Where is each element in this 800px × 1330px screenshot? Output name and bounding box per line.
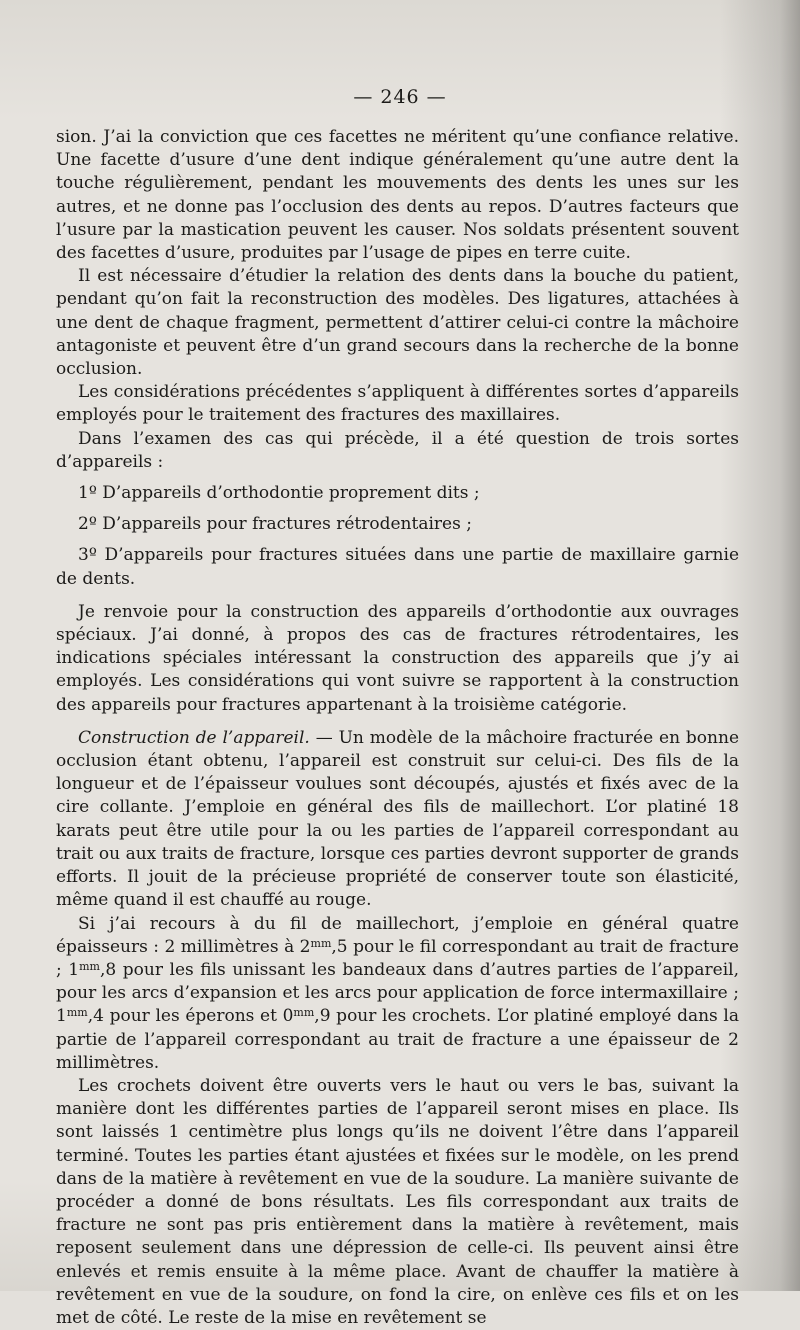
section-heading-text: — Un modèle de la mâchoire fracturée en bonne occlusion étant obtenu, l’appareil est construit sur celui-ci. Des fils de la longueur et de l’épaisseur voulues sont découpés, ajustés et fixés avec de la cire collante. J’emploie en général des fils de maillechort. L’or platiné 18 karats peut être utile pour la ou les parties de l’appareil correspondant au trait ou aux traits de fracture, lorsque ces parties devront supporter de grands efforts. Il jouit de la précieuse propriété de conserver toute son élasticité, même quand il est chauffé au rouge. (56, 727, 740, 911)
unit-superscript: mm (310, 936, 332, 950)
epaisseurs-text-3: ,8 pour les fils unissant les bandeaux dans d’autres parties de l’appareil, pour les arcs d’expansion et les arcs pour application de force intermaxillaire ; 1 (56, 959, 739, 1027)
unit-superscript: mm (79, 959, 100, 973)
paragraph-je-renvoie: Je renvoie pour la construction des appareils d’orthodontie aux ouvrages spéciaux. J’ai donné, à propos des cas de fractures rétrodentaires, les indications spéciales intéressant la construction des appareils que j’y ai employés. Les considérations qui vont suivre se rapportent à la construction des appareils pour fractures appartenant à la troisième catégorie. (56, 601, 739, 715)
paragraph-epaisseurs (56, 913, 739, 1075)
page-number: — 246 — (353, 86, 447, 108)
unit-superscript: mm (293, 1006, 315, 1020)
paragraph-crochets: Les crochets doivent être ouverts vers le haut ou vers le bas, suivant la manière dont les différentes parties de l’appareil seront mises en place. Ils sont laissés 1 centimètre plus longs qu’ils ne doivent l’être dans l’appareil terminé. Toutes les parties étant ajustées et fixées sur le modèle, on les prend dans de la matière à revêtement en vue de la soudure. La manière suivante de procéder a donné de bons résultats. Les fils correspondant aux traits de fracture ne sont pas pris entièrement dans la matière à revêtement, mais reposent seulement dans une dépression de celle-ci. Ils peuvent ainsi être enlevés et remis ensuite à la même place. Avant de chauffer la matière à revêtement en vue de la soudure, on fond la cire, on enlève ces fils et on les met de côté. Le reste de la mise en revêtement se (56, 1075, 739, 1328)
list-item-retrodentaires: 2º D’appareils pour fractures rétrodentaires ; (78, 514, 472, 535)
paragraph-continuation: sion. J’ai la conviction que ces facettes ne méritent qu’une confiance relative. Une facette d’usure d’une dent indique généralement qu’une autre dent la touche régulièrement, pendant les mouvements des dents les unes sur les autres, et ne donne pas l’occlusion des dents au repos. D’autres facteurs que l’usure par la mastication peuvent les causer. Nos soldats présentent souvent des facettes d’usure, produites par l’usage de pipes en terre cuite. (56, 127, 739, 264)
epaisseurs-text-1: Si j’ai recours à du fil de maillechort, j’emploie en général quatre épaisseurs : 2 millimètres à 2 (56, 913, 739, 957)
paragraph-considerations: Les considérations précédentes s’appliquent à différentes sortes d’appareils employés pour le traitement des fractures des maxillaires. (56, 382, 739, 426)
paragraph-construction (56, 727, 739, 913)
paragraph-relation-des-dents: Il est nécessaire d’étudier la relation des dents dans la bouche du patient, pendant qu’on fait la reconstruction des modèles. Des ligatures, attachées à une dent de chaque fragment, permettent d’attirer celui-ci contre la mâchoire antagoniste et peuvent être d’un grand secours dans la recherche de la bonne occlusion. (56, 266, 739, 380)
list-item-maxillaire-garnie: 3º D’appareils pour fractures situées dans une partie de maxillaire garnie de dents. (56, 545, 739, 589)
paragraph-trois-sortes: Dans l’examen des cas qui précède, il a été question de trois sortes d’appareils : (56, 428, 739, 472)
body-text (56, 126, 739, 1330)
unit-superscript: mm (66, 1006, 88, 1020)
epaisseurs-text-5: ,9 pour les crochets. L’or platiné employé dans la partie de l’appareil correspondant au trait de fracture a une épaisseur de 2 millimètres. (56, 1006, 740, 1073)
epaisseurs-text-2: ,5 pour le fil correspondant au trait de fracture ; 1 (56, 936, 739, 980)
section-heading: Construction de l’appareil. (78, 727, 310, 748)
list-item-orthodontie: 1º D’appareils d’orthodontie proprement dits ; (78, 483, 480, 504)
epaisseurs-text-4: ,4 pour les éperons et 0 (87, 1006, 294, 1027)
